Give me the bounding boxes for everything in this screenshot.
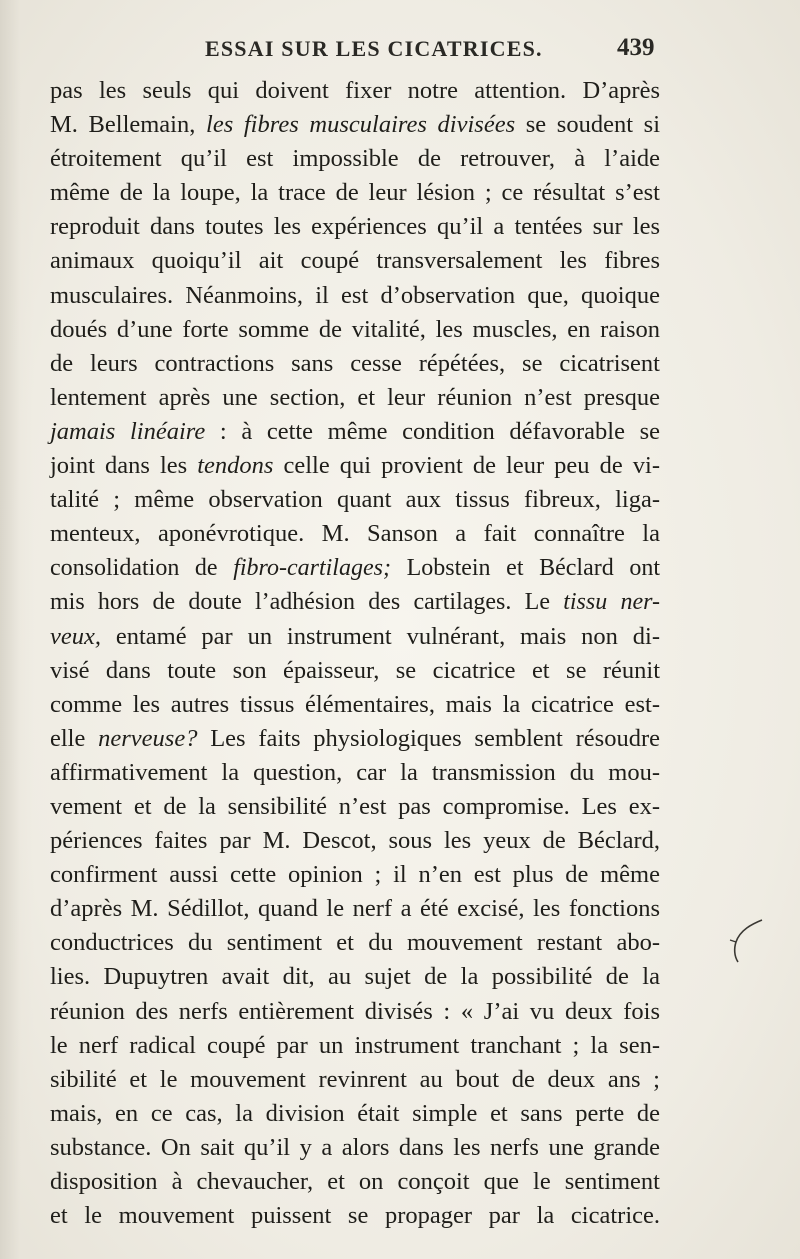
text-segment: : à cette même condition défavorable se: [205, 417, 660, 445]
text-segment: étroitement qu’il est impossible de retrouver, à l’aide: [50, 145, 660, 173]
italic-text: les fibres musculaires divisées: [206, 111, 516, 139]
text-segment: d’après M. Sédillot, quand le nerf a été excisé, les fonctions: [50, 895, 660, 923]
text-line: [50, 415, 660, 449]
italic-text: jamais linéaire: [50, 417, 206, 445]
text-line: [50, 381, 660, 415]
italic-text: veux,: [50, 622, 101, 650]
text-segment: de leurs contractions sans cesse répétées, se cicatrisent: [50, 349, 660, 377]
text-segment: entamé par un instrument vulnérant, mais non di-: [101, 622, 660, 650]
text-segment: mis hors de doute l’adhésion des cartilages. Le: [50, 589, 564, 616]
text-segment: même de la loupe, la trace de leur lésion ; ce résultat s’est: [50, 179, 660, 207]
page-number: 439: [617, 34, 655, 61]
text-segment: comme les autres tissus élémentaires, mais la cicatrice est-: [50, 690, 660, 718]
text-segment: doués d’une forte somme de vitalité, les muscles, en raison: [50, 315, 660, 343]
text-line: [50, 1131, 660, 1165]
text-segment: elle: [50, 724, 99, 752]
text-line: [50, 585, 660, 619]
italic-text: tendons: [197, 452, 274, 480]
text-segment: talité ; même observation quant aux tissus fibreux, liga-: [50, 486, 660, 514]
text-segment: M. Bellemain,: [50, 111, 207, 139]
text-line: [50, 926, 660, 960]
text-line: [50, 142, 660, 176]
text-line: [50, 313, 660, 347]
text-line: [50, 688, 660, 722]
text-line: [50, 1063, 660, 1097]
text-line: [50, 279, 660, 313]
text-line: [50, 108, 660, 142]
text-line: [50, 892, 660, 926]
page-header: [0, 30, 800, 70]
text-segment: musculaires. Néanmoins, il est d’observation que, quoique: [50, 281, 660, 309]
text-line: [50, 756, 660, 790]
text-line: [50, 347, 660, 381]
text-line: [50, 1029, 660, 1063]
body-text: [50, 74, 660, 1233]
text-segment: confirment aussi cette opinion ; il n’en est plus de même: [50, 861, 660, 889]
text-segment: affirmativement la question, car la transmission du mou-: [50, 758, 660, 786]
text-segment: menteux, aponévrotique. M. Sanson a fait connaître la: [50, 520, 660, 548]
text-line: [50, 210, 660, 244]
text-segment: celle qui provient de leur peu de vi-: [273, 452, 660, 480]
text-segment: mais, en ce cas, la division était simple et sans perte de: [50, 1099, 660, 1127]
text-segment: disposition à chevaucher, et on conçoit que le sentiment: [50, 1168, 660, 1195]
text-segment: Lobstein et Béclard ont: [390, 555, 660, 582]
text-segment: se soudent si: [515, 111, 660, 139]
text-segment: animaux quoiqu’il ait coupé transversalement les fibres: [50, 247, 660, 275]
text-line: [50, 824, 660, 858]
pen-mark-icon: [728, 916, 768, 966]
text-line: [50, 1097, 660, 1131]
text-segment: le nerf radical coupé par un instrument tranchant ; la sen-: [50, 1031, 660, 1059]
binding-shadow: [0, 0, 34, 1259]
text-segment: sibilité et le mouvement revinrent au bout de deux ans ;: [50, 1065, 660, 1093]
text-line: [50, 74, 660, 108]
text-line: [50, 1165, 660, 1199]
text-segment: visé dans toute son épaisseur, se cicatrice et se réunit: [50, 656, 660, 684]
text-line: [50, 858, 660, 892]
text-segment: consolidation de: [50, 555, 234, 582]
text-segment: périences faites par M. Descot, sous les yeux de Béclard,: [50, 827, 660, 855]
text-line: [50, 244, 660, 278]
text-line: [50, 654, 660, 688]
text-line: [50, 722, 660, 756]
text-segment: pas les seuls qui doivent fixer notre attention. D’après: [50, 77, 660, 104]
text-line: [50, 1199, 660, 1233]
text-segment: lies. Dupuytren avait dit, au sujet de la possibilité de la: [50, 963, 660, 991]
text-segment: substance. On sait qu’il y a alors dans les nerfs une grande: [50, 1133, 660, 1161]
text-line: [50, 551, 660, 585]
text-line: [50, 517, 660, 551]
text-segment: conductrices du sentiment et du mouvement restant abo-: [50, 929, 660, 957]
text-line: [50, 620, 660, 654]
text-segment: Les faits physiologiques semblent résoudre: [197, 724, 660, 752]
italic-text: tissu ner-: [563, 589, 660, 616]
text-segment: réunion des nerfs entièrement divisés : « J’ai vu deux fois: [50, 997, 660, 1025]
text-segment: reproduit dans toutes les expériences qu’il a tentées sur les: [50, 213, 660, 241]
text-segment: lentement après une section, et leur réunion n’est presque: [50, 383, 660, 411]
text-segment: joint dans les: [50, 452, 198, 480]
text-segment: et le mouvement puissent se propager par la cicatrice.: [50, 1202, 660, 1230]
text-line: [50, 483, 660, 517]
text-line: [50, 176, 660, 210]
text-line: [50, 790, 660, 824]
text-segment: vement et de la sensibilité n’est pas compromise. Les ex-: [50, 792, 660, 820]
text-line: [50, 995, 660, 1029]
italic-text: fibro-cartilages;: [233, 555, 391, 582]
italic-text: nerveuse?: [98, 724, 198, 752]
text-line: [50, 449, 660, 483]
text-line: [50, 960, 660, 994]
running-title: ESSAI SUR LES CICATRICES.: [205, 36, 543, 61]
